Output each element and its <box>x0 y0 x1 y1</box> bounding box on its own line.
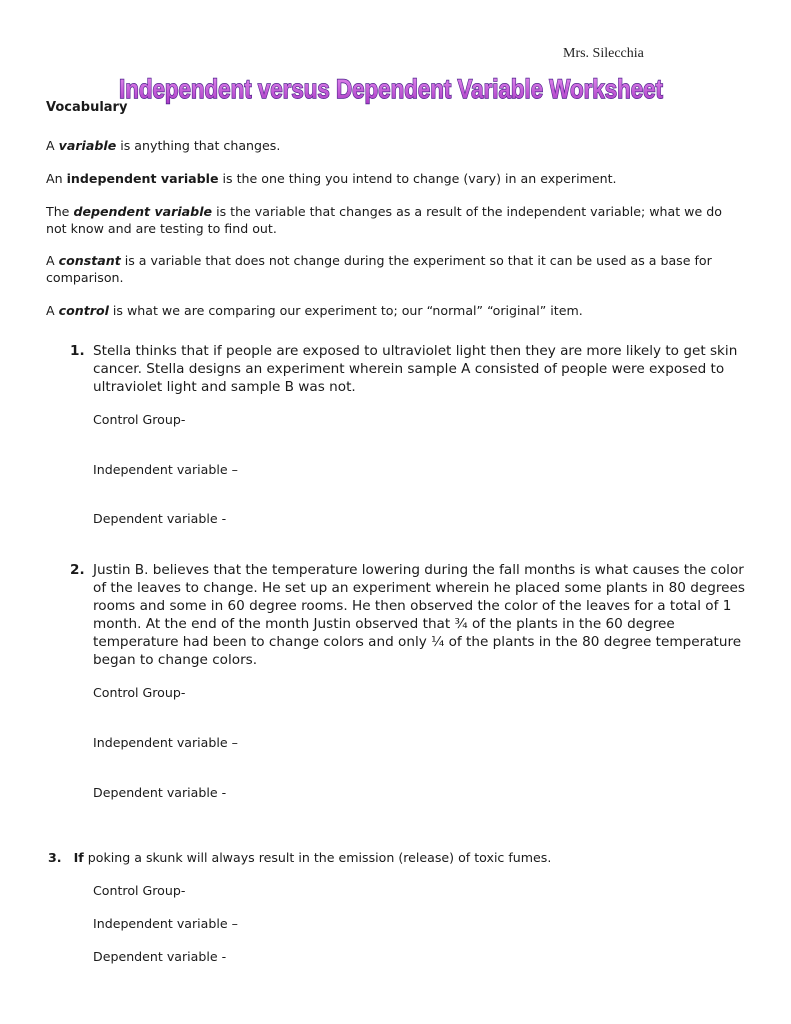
definition-control <box>46 303 736 320</box>
question-number: 1. <box>70 343 85 359</box>
definition-text: is the variable that changes as a result of the independent variable; what we do not know and are testing to find out. <box>46 204 722 236</box>
q1-control-group-field: Control Group- <box>93 412 186 427</box>
question-number: 2. <box>70 562 85 578</box>
question-3 <box>48 850 748 866</box>
q2-control-group-field: Control Group- <box>93 685 186 700</box>
question-lead-word: If <box>73 850 84 865</box>
definition-prefix: A <box>46 138 59 153</box>
definition-text: is a variable that does not change during the experiment so that it can be used as a base for comparison. <box>46 253 712 285</box>
definition-term: variable <box>58 138 117 153</box>
author-name: Mrs. Silecchia <box>563 46 644 61</box>
q1-dependent-variable-field: Dependent variable - <box>93 511 227 526</box>
question-text: Justin B. believes that the temperature lowering during the fall months is what causes the color of the leaves to change. He set up an experiment wherein he placed some plants in 80 degrees rooms and some in 60 degree rooms. He then observed the color of the leaves for a total of 1 month. At the end of the month Justin observed that ¾ of the plants in the 60 degree temperature had been to change colors and only ¼ of the plants in the 80 degree temperature began to change colors. <box>93 562 745 668</box>
definition-text: is the one thing you intend to change (vary) in an experiment. <box>218 171 617 186</box>
title-text: Independent versus Dependent Variable Worksheet <box>119 74 663 104</box>
q2-dependent-variable-field: Dependent variable - <box>93 785 227 800</box>
worksheet-title <box>116 74 666 104</box>
definition-text: is anything that changes. <box>116 138 281 153</box>
q3-dependent-variable-field: Dependent variable - <box>93 949 227 964</box>
definition-term: control <box>58 303 109 318</box>
definition-prefix: The <box>46 204 74 219</box>
definition-prefix: A <box>46 253 59 268</box>
question-text: Stella thinks that if people are exposed to ultraviolet light then they are more likely to get skin cancer. Stella designs an experiment wherein sample A consisted of people were exposed to ultraviolet light and sample B was not. <box>93 343 738 395</box>
q1-independent-variable-field: Independent variable – <box>93 462 238 477</box>
q3-control-group-field: Control Group- <box>93 883 186 898</box>
definition-text: is what we are comparing our experiment to; our “normal” “original” item. <box>108 303 583 318</box>
vocabulary-heading: Vocabulary <box>46 100 128 115</box>
definition-independent-variable <box>46 171 736 188</box>
definition-prefix: An <box>46 171 67 186</box>
question-2 <box>70 561 745 669</box>
question-text: poking a skunk will always result in the emission (release) of toxic fumes. <box>83 850 552 865</box>
question-1 <box>70 342 745 396</box>
definition-prefix: A <box>46 303 59 318</box>
title-wordart <box>116 74 666 104</box>
definition-term: independent variable <box>66 171 219 186</box>
definition-dependent-variable <box>46 204 736 237</box>
definition-term: dependent variable <box>73 204 213 219</box>
definition-constant <box>46 253 736 286</box>
question-number: 3. <box>48 850 62 865</box>
definition-term: constant <box>58 253 121 268</box>
definition-variable <box>46 138 736 155</box>
q3-independent-variable-field: Independent variable – <box>93 916 238 931</box>
q2-independent-variable-field: Independent variable – <box>93 735 238 750</box>
